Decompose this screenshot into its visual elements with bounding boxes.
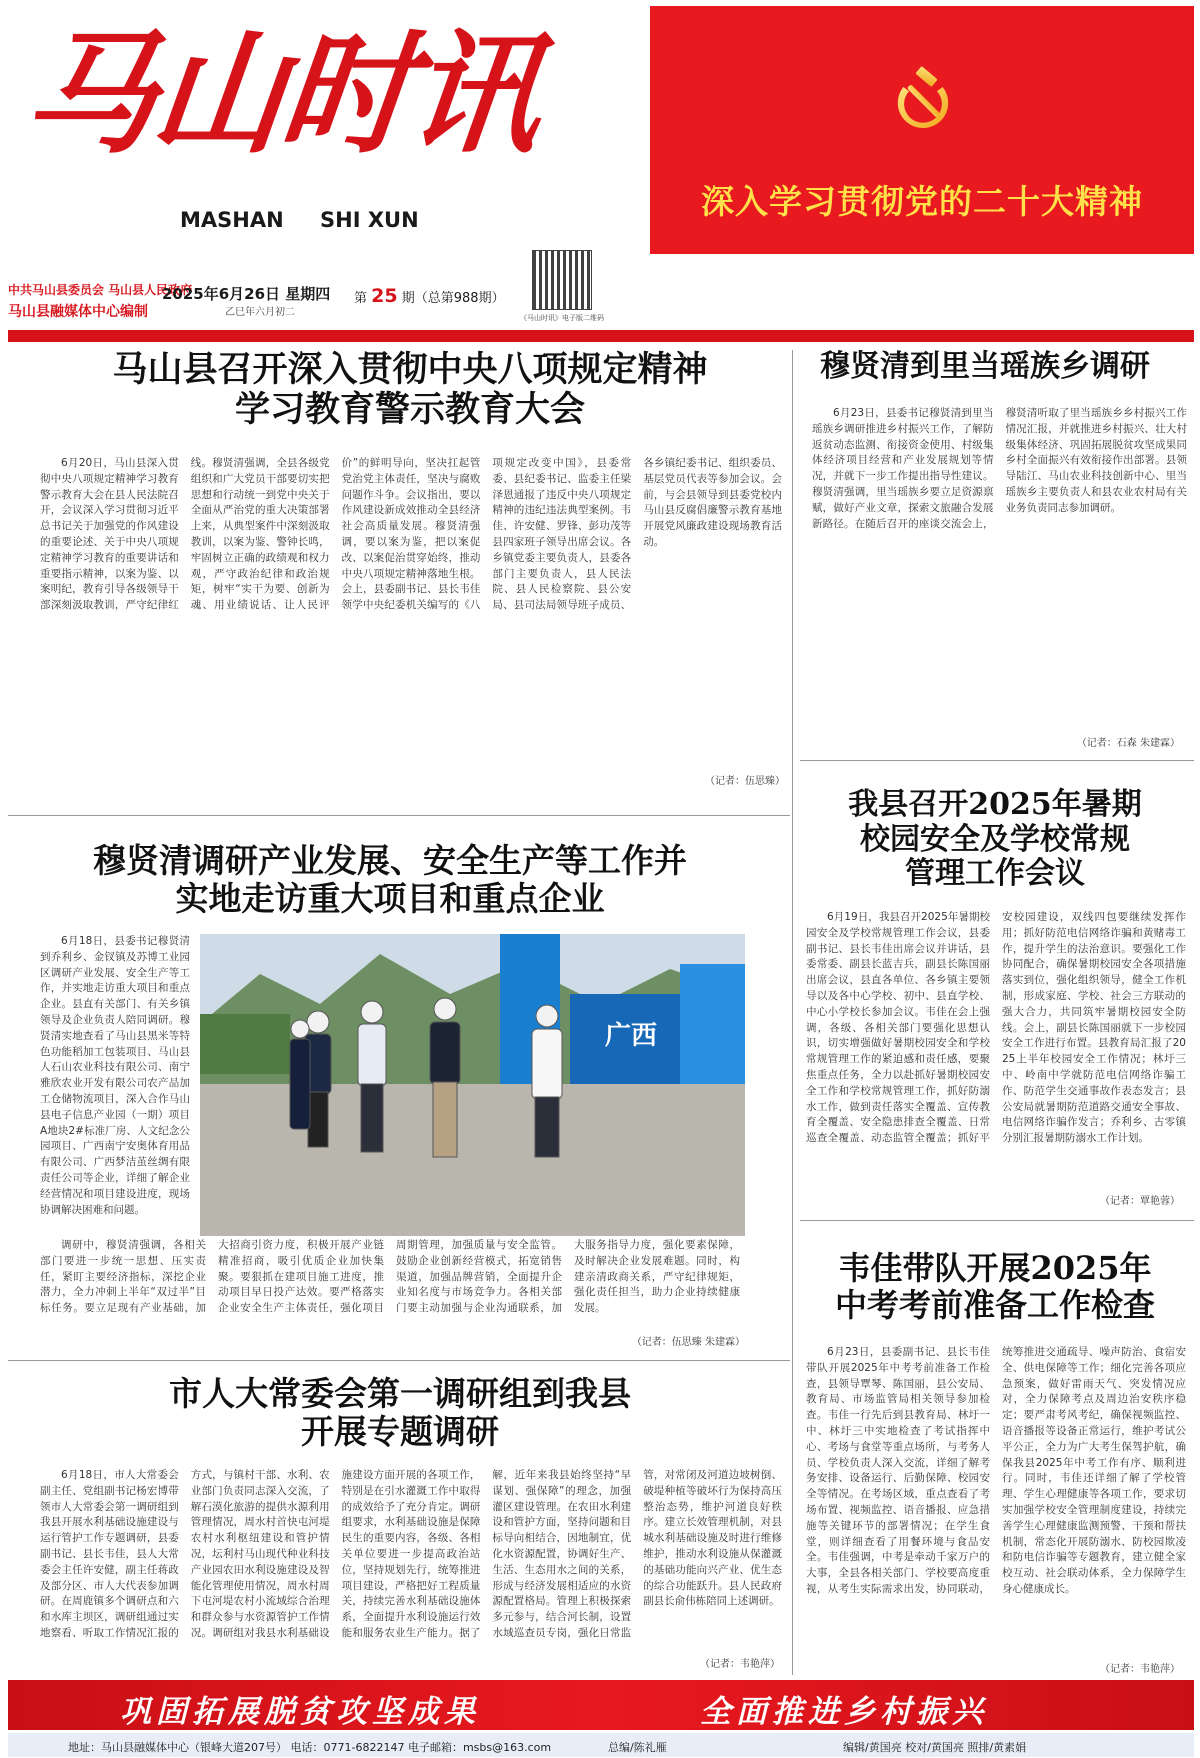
article-body: 6月19日，我县召开2025年暑期校园安全及学校常规管理工作会议，县委副书记、县长韦佳出席会议并讲话，县委常委、副县长蓝吉兵，副县长陈国丽出席会议，县直各单位、各乡镇主要领导以及各中心学校、初中、县直学校、中心小学校长参加会议。韦佳在会上强调，各级、各相关部门要强化思想认识，切实增强做好暑期校园安全和学校常规管理工作的紧迫感和责任感，要聚焦重点任务，全力以赴抓好暑期校园安全工作和学校常规管理工作，抓好防溺水工作，做到责任落实全覆盖、宣传教育全覆盖、安全隐患排查全覆盖、日常巡查全覆盖、动态监管全覆盖；抓好平安校园建设，双线四包要继续发挥作用；抓好防范电信网络诈骗和黄赌毒工作，提升学生的法治意识。要强化工作协同配合，确保暑期校园安全各项措施落实到位，强化组织领导，健全工作机制，形成家庭、学校、社会三方联动的强大合力，共同筑牢暑期校园安全防线。会上，副县长陈国丽就下一步校园安全工作进行布置。县教育局汇报了2025上半年校园安全工作情况；林圩三中、岭南中学就防范电信网络诈骗工作、防范学生交通事故作表态发言；县公安局就暑期防范道路交通安全事故、电信网络诈骗作发言；乔利乡、古零镇分别汇报暑期防溺水工作计划。 [806,911,1186,1145]
headline-line: 学习教育警示教育大会 [234,389,585,431]
article-byline: （记者：石森 朱建霖） [1076,738,1180,749]
svg-text:广西: 广西 [605,1021,658,1051]
article-body: 6月18日，县委书记穆贤清到乔利乡、金钗镇及苏博工业园区调研产业发展、安全生产等工作，并实地走访重大项目和重点企业。县直有关部门、有关乡镇领导及企业负责人陪同调研。穆贤清实地查看了马山县黑米等特色功能稻加工包装项目、马山县人石山农业科技有限公司、南宁雅欣农业开发有限公司农产品加工仓储物流项目，深入合作马山县电子信息产业园（一期）项目A地块2#标准厂房、人文纪念公园项目、广西南宁安奥体育用品有限公司、广西梦洁茧丝绸有限责任公司等企业，详细了解企业经营情况和项目建设进度，现场协调解决困难和问题。 [40,935,190,1216]
headline-line: 实地走访重大项目和重点企业 [175,878,605,918]
article-headline[interactable]: 穆贤清到里当瑶族乡调研 [820,349,1150,384]
news-photo[interactable] [200,934,745,1236]
qr-caption: 《马山时讯》电子版二维码 [520,314,604,322]
headline-line: 市人大常委会第一调研组到我县 [169,1374,631,1413]
page-footer [8,1733,1194,1757]
lunar-date: 乙巳年六月初二 [225,307,295,318]
issue-suffix: 期（总第988期） [401,291,505,306]
article-body: 6月18日，市人大常委会副主任、党组副书记杨宏博带领市人大常委会第一调研组到我县开展水利基础设施建设与运行管护工作专题调研，县委副书记、县长韦佳，县人大常委会主任许安健，副主任蒋政及部分区、市人大代表参加调研。在周鹿镇多个调研点和六和水库主坝区，调研组通过实地察看、听取工作情况汇报的方式，与镇村干部、水利、农业部门负责同志深入交流，了解石漠化旅游的提供水源利用管理情况，周水村首快屯河堤农村水利枢纽建设和管护情况，坛利村马山现代种业科技产业园农田水利设施建设及智能化管理使用情况，周水村周下屯河堤农村小流域综合治理和群众参与水资源管护工作情况。调研组对我县水利基础设施建设方面开展的各项工作，特别是在引水灌溉工作中取得的成效给予了充分肯定。调研组要求，水利基础设施是保障民生的重要内容，各级、各相关单位要进一步提高政治站位，坚持规划先行，统筹推进项目建设，严格把好工程质量关，持续完善水利基础设施体系，全面提升水利设施运行效能和服务农业生产能力。据了解，近年来我县始终坚持“早谋划、强保障”的理念，加强灌区建设管理。在农田水利建设和管护方面，坚持问题和目标导向相结合，因地制宜，优化水资源配置，协调好生产、生活、生态用水之间的关系，形成与经济发展相适应的水资源配置格局。管理上积极探索多元参与，结合河长制，设置水域巡查员专岗，强化日常监管，对常闭及河道边坡树倒、破堤种植等破坏行为保持高压整治态势，维护河道良好秩序。建立长效管理机制，对县城水利基础设施及时进行维修维护，推动水利设施从保灌溉的基础功能向兴产业、优生态的综合功能跃升。县人民政府副县长俞伟栋陪同上述调研。 [40,1469,782,1639]
masthead-pinyin: MASHAN [180,208,284,232]
article-byline: （记者：伍思臻） [705,776,785,787]
article-divider [800,1220,1194,1221]
masthead-title: 马山时讯 [16,17,546,172]
footer-editors: 编辑/黄国亮 校对/黄国亮 照排/黄素娟 [843,1741,1027,1754]
issue-date: 2025年6月26日 星期四 [162,285,331,303]
publisher-name: 中共马山县委员会 马山县人民政府 [8,283,193,297]
headline-line: 穆贤清调研产业发展、安全生产等工作并 [93,841,687,880]
hammer-sickle-icon [888,66,958,136]
publisher-editor: 马山县融媒体中心编制 [8,304,148,320]
headline-line: 马山县召开深入贯彻中央八项规定精神 [112,349,708,390]
column-divider [792,350,793,1675]
article-byline: （记者：伍思臻 朱建霖） [631,1337,745,1348]
banner-slogan: 深入学习贯彻党的二十大精神 [701,182,1143,221]
footer-address: 地址：马山县融媒体中心（银峰大道207号） 电话：0771-6822147 电子邮箱：msbs@163.com [68,1741,552,1754]
article-headline[interactable] [60,1375,740,1451]
qr-code-icon[interactable] [532,250,592,310]
headline-line: 韦佳带队开展2025年 [838,1249,1152,1287]
issue-number-value: 25 [371,285,398,307]
issue-number [354,285,505,307]
headline-line: 开展专题调研 [301,1411,499,1451]
article-byline: （记者：韦艳萍） [1100,1664,1180,1675]
article-byline: （记者：覃艳蓉） [1100,1196,1180,1207]
article-body: 调研中，穆贤清强调，各相关部门要进一步统一思想、压实责任，紧盯主要经济指标，深挖企业潜力，全力冲刺上半年“双过半”目标任务。要立足现有产业基础，加大招商引资力度，积极开展产业链精准招商，吸引优质企业加快集聚。要狠抓在建项目施工进度，推动项目早日投产达效。要严格落实企业安全生产主体责任，强化项目周期管理，加强质量与安全监管。鼓励企业创新经营模式，拓宽销售渠道，加强品牌营销，全面提升企业知名度与市场竞争力。各相关部门要主动加强与企业沟通联系，加大服务指导力度，强化要素保障，及时解决企业发展难题。同时，构建亲清政商关系，严守纪律规矩，强化责任担当，助力企业持续健康发展。 [40,1239,740,1315]
header-divider [8,330,1194,342]
footer-chief-editor: 总编/陈礼雁 [608,1741,667,1754]
issue-prefix: 第 [354,291,368,306]
article-headline[interactable] [40,350,780,431]
article-body: 6月23日，县委书记穆贤清到里当瑶族乡调研推进乡村振兴工作，了解防返贫动态监测、衔接资金使用、村级集体经济项目经营和产业发展规划等情况，并就下一步工作提出指导性建议。穆贤清强调，里当瑶族乡要立足资源禀赋，做好产业文章，探索文旅融合发展新路径。在随后召开的座谈交流会上，穆贤清听取了里当瑶族乡乡村振兴工作情况汇报，并就推进乡村振兴、壮大村级集体经济、巩固拓展脱贫攻坚成果同乡村全面振兴有效衔接作出部署。县领导陆江、马山农业科技创新中心、里当瑶族乡主要负责人和县农业农村局有关业务负责同志参加调研。 [812,407,1187,530]
article-headline[interactable] [800,788,1190,892]
article-headline[interactable] [40,842,740,918]
headline-line: 我县召开2025年暑期 [848,787,1142,822]
article-byline: （记者：韦艳萍） [700,1659,780,1670]
article-body: 6月20日，马山县深入贯彻中央八项规定精神学习教育警示教育大会在县人民法院召开，会议深入学习贯彻习近平总书记关于加强党的作风建设的重要论述、关于中央八项规定精神学习教育的重要讲话和重要指示精神，以案为鉴、以案明纪，教育引导各级领导干部深刻汲取教训，严守纪律红线。穆贤清强调，全县各级党组织和广大党员干部要切实把思想和行动统一到党中央关于全面从严治党的重大决策部署上来，从典型案件中深刻汲取教训，以案为鉴、警钟长鸣，牢固树立正确的政绩观和权力观，严守政治纪律和政治规矩，树牢“实干为要、创新为魂、用业绩说话、让人民评价”的鲜明导向，坚决扛起管党治党主体责任，坚决与腐败问题作斗争。会议指出，要以作风建设新成效推动全县经济社会高质量发展。穆贤清强调，要以案为鉴，把以案促改、以案促治贯穿始终，推动中央八项规定精神落地生根。会上，县委副书记、县长韦佳领学中央纪委机关编写的《八项规定改变中国》，县委常委、县纪委书记、监委主任梁泽恩通报了违反中央八项规定精神的违纪违法典型案例。韦佳、许安健、罗锋、彭功茂等县四家班子领导出席会议。各乡镇党委主要负责人，县委各部门主要负责人，县人民法院、县人民检察院、县公安局、县司法局领导班子成员、各乡镇纪委书记、组织委员、基层党员代表等参加会议。会前，与会县领导到县委党校内马山县反腐倡廉警示教育基地开展党风廉政建设现场教育活动。 [40,457,782,612]
party-banner [650,6,1194,254]
headline-line: 中考考前准备工作检查 [834,1285,1155,1324]
article-body: 6月23日，县委副书记、县长韦佳带队开展2025年中考考前准备工作检查，县领导覃琴、陈国丽，县公安局、教育局、市场监管局相关领导参加检查。韦佳一行先后到县教育局、林圩一中、林圩三中实地检查了考试指挥中心、考场与食堂等重点场所，与考务人员、学校负责人深入交流，详细了解考务安排、设备运行、后勤保障、校园安全等情况。在考场区域，重点查看了考场布置、视频监控、语音播报、应急措施等关键环节的部署情况；在学生食堂，则详细查看了用餐环境与食品安全。韦佳强调，中考是牵动千家万户的大事，全县各相关部门、学校要高度重视，从考生实际需求出发，协同联动，统筹推进交通疏导、噪声防治、食宿安全、供电保障等工作；细化完善各项应急预案，做好雷雨天气、突发情况应对，全力保障考点及周边治安秩序稳定；要严肃考风考纪，确保视频监控、语音播报等设备正常运行，维护考试公平公正，全力为广大考生保驾护航，确保我县2025年中考工作有序、顺利进行。同时，韦佳还详细了解了学校管理、学生心理健康等各项工作，要求切实加强学校安全管理制度建设，持续完善学生心理健康监测预警、干预和帮扶机制，常态化开展防溺水、防校园欺凌和防电信诈骗等专题教育，建立健全家校互动、社会联动体系，全力保障学生身心健康成长。 [806,1346,1186,1595]
headline-line: 管理工作会议 [905,856,1085,891]
article-divider [8,1360,790,1361]
article-divider [8,815,790,816]
headline-line: 校园安全及学校常规 [860,821,1130,857]
article-headline[interactable] [800,1250,1190,1324]
masthead-pinyin: SHI XUN [320,208,419,232]
bottom-slogan: 巩固拓展脱贫攻坚成果 [120,1694,480,1730]
bottom-slogan: 全面推进乡村振兴 [700,1694,988,1730]
article-divider [800,760,1194,761]
